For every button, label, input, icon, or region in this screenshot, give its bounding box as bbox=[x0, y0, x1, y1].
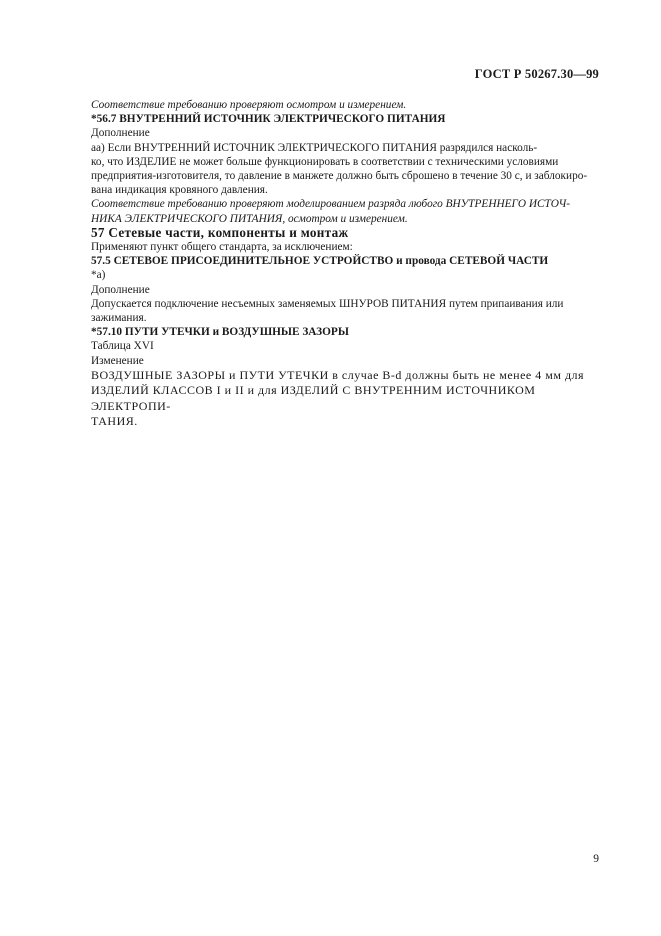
paragraph-line: ТАНИЯ. bbox=[91, 414, 138, 429]
addition-label: Дополнение bbox=[91, 127, 150, 140]
air-gaps-paragraph bbox=[91, 368, 599, 430]
clause-heading-57-10: *57.10 ПУТИ УТЕЧКИ и ВОЗДУШНЫЕ ЗАЗОРЫ bbox=[91, 326, 349, 339]
paragraph-line: вана индикация кровяного давления. bbox=[91, 184, 268, 197]
addition-label: Дополнение bbox=[91, 283, 150, 296]
change-label: Изменение bbox=[91, 354, 144, 367]
paragraph-line: зажимания. bbox=[91, 312, 147, 325]
compliance-check-text: Соответствие требованию проверяют осмотром и измерением. bbox=[91, 99, 407, 111]
clause-aa-paragraph bbox=[91, 141, 599, 198]
item-a-label: *а) bbox=[91, 269, 106, 282]
clause-heading-57-5: 57.5 СЕТЕВОЕ ПРИСОЕДИНИТЕЛЬНОЕ УСТРОЙСТВО и провода СЕТЕВОЙ ЧАСТИ bbox=[91, 255, 549, 268]
paragraph-line: ВОЗДУШНЫЕ ЗАЗОРЫ и ПУТИ УТЕЧКИ в случае В-d должны быть не менее 4 мм для bbox=[91, 367, 585, 382]
compliance-check-paragraph bbox=[91, 197, 599, 225]
paragraph-line: Допускается подключение несъемных заменяемых ШНУРОВ ПИТАНИЯ путем припаивания или bbox=[91, 297, 564, 310]
allowance-paragraph bbox=[91, 297, 599, 325]
paragraph-line: ИЗДЕЛИЙ КЛАССОВ I и II и для ИЗДЕЛИЙ С ВНУТРЕННИМ ИСТОЧНИКОМ ЭЛЕКТРОПИ- bbox=[91, 383, 536, 413]
paragraph-line: НИКА ЭЛЕКТРИЧЕСКОГО ПИТАНИЯ, осмотром и измерением. bbox=[91, 212, 408, 225]
table-reference: Таблица XVI bbox=[91, 340, 154, 353]
paragraph-line: предприятия-изготовителя, то давление в манжете должно быть сброшено в течение 30 с, и заблокиро- bbox=[91, 170, 588, 183]
page-body bbox=[91, 98, 599, 430]
page-number: 9 bbox=[593, 853, 599, 865]
paragraph-line: аа) Если ВНУТРЕННИЙ ИСТОЧНИК ЭЛЕКТРИЧЕСКОГО ПИТАНИЯ разрядился насколь- bbox=[91, 141, 538, 154]
paragraph-line: Соответствие требованию проверяют моделированием разряда любого ВНУТРЕННЕГО ИСТОЧ- bbox=[91, 198, 571, 211]
section-heading-57: 57 Сетевые части, компоненты и монтаж bbox=[91, 224, 349, 240]
paragraph-line: ко, что ИЗДЕЛИЕ не может больше функционировать в соответствии с техническими условиями bbox=[91, 155, 559, 168]
apply-clause-text: Применяют пункт общего стандарта, за исключением: bbox=[91, 241, 353, 254]
document-code: ГОСТ Р 50267.30—99 bbox=[474, 67, 599, 81]
clause-heading-56-7: *56.7 ВНУТРЕННИЙ ИСТОЧНИК ЭЛЕКТРИЧЕСКОГО ПИТАНИЯ bbox=[91, 113, 446, 126]
